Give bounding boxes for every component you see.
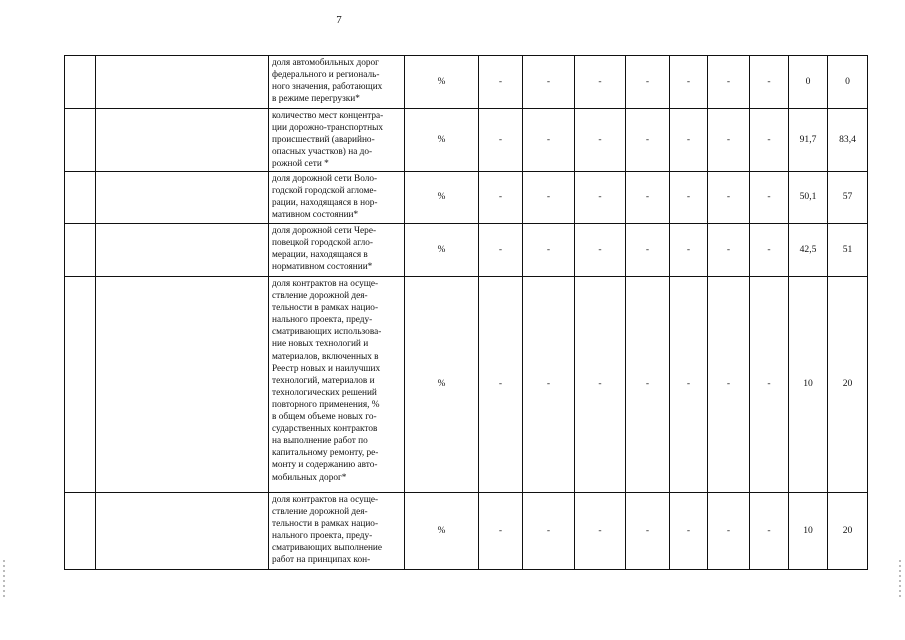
value-cell: - [523,493,575,570]
value-cell: - [575,224,626,277]
value-cell: 20 [828,493,868,570]
value-cell: - [523,56,575,109]
value-cell: - [523,224,575,277]
value-cell: - [708,172,750,224]
table-row [65,277,868,493]
indicator-description: доля контрактов на осуще- ствление дорожной дея- тельности в рамках нацио- нального проекта, преду- сматривающих использова- ние новых технологий и материалов, включенных в Реестр новых и наилучших технологий, материалов и технологических решений повторного применения, % в общем объеме новых го- сударственных контрактов на выполнение работ по капитальному ремонту, ре- монту и содержанию авто- мобильных дорог* [269,277,405,493]
value-cell: - [575,493,626,570]
value-cell: - [523,277,575,493]
unit-cell: % [405,56,479,109]
index-cell [65,109,96,172]
value-cell: - [670,109,708,172]
value-cell: - [750,277,789,493]
value-cell: - [479,172,523,224]
value-cell: - [575,277,626,493]
scan-edge-mark-right [899,560,901,600]
value-cell: - [479,224,523,277]
indicator-description: количество мест концентра- ции дорожно-транспортных происшествий (аварийно- опасных участков) на до- рожной сети * [269,109,405,172]
value-cell: - [626,56,670,109]
program-cell [96,109,269,172]
index-cell [65,224,96,277]
value-cell: - [575,56,626,109]
unit-cell: % [405,493,479,570]
value-cell: - [670,172,708,224]
unit-cell: % [405,277,479,493]
value-cell: - [523,109,575,172]
value-cell: 0 [789,56,828,109]
table-row [65,109,868,172]
value-cell: - [626,172,670,224]
value-cell: 57 [828,172,868,224]
value-cell: - [626,277,670,493]
unit-cell: % [405,109,479,172]
value-cell: - [708,56,750,109]
value-cell: - [479,493,523,570]
value-cell: 51 [828,224,868,277]
program-cell [96,224,269,277]
index-cell [65,493,96,570]
indicator-description: доля автомобильных дорог федерального и региональ- ного значения, работающих в режиме перегрузки* [269,56,405,109]
value-cell: - [479,56,523,109]
table-row [65,56,868,109]
value-cell: - [750,493,789,570]
value-cell: - [708,493,750,570]
page-number: 7 [336,14,342,26]
unit-cell: % [405,172,479,224]
value-cell: - [670,277,708,493]
value-cell: - [708,109,750,172]
index-cell [65,56,96,109]
value-cell: - [626,109,670,172]
value-cell: - [750,172,789,224]
value-cell: - [523,172,575,224]
table-row [65,224,868,277]
value-cell: 42,5 [789,224,828,277]
scan-edge-mark-left [3,560,5,600]
index-cell [65,172,96,224]
value-cell: - [575,109,626,172]
table-row [65,172,868,224]
value-cell: - [708,224,750,277]
value-cell: 10 [789,277,828,493]
program-cell [96,56,269,109]
value-cell: - [708,277,750,493]
value-cell: 50,1 [789,172,828,224]
value-cell: - [626,493,670,570]
value-cell: - [670,493,708,570]
value-cell: - [670,56,708,109]
value-cell: - [670,224,708,277]
indicator-description: доля контрактов на осуще- ствление дорожной дея- тельности в рамках нацио- нального проекта, преду- сматривающих выполнение работ на принципах кон- [269,493,405,570]
indicator-description: доля дорожной сети Чере- повецкой городской агло- мерации, находящаяся в нормативном состоянии* [269,224,405,277]
value-cell: 10 [789,493,828,570]
table-row [65,493,868,570]
program-cell [96,493,269,570]
value-cell: 20 [828,277,868,493]
program-cell [96,277,269,493]
value-cell: 83,4 [828,109,868,172]
program-cell [96,172,269,224]
value-cell: - [750,56,789,109]
unit-cell: % [405,224,479,277]
indicator-table [64,55,868,570]
value-cell: - [479,109,523,172]
value-cell: - [750,109,789,172]
value-cell: - [750,224,789,277]
value-cell: - [575,172,626,224]
indicator-description: доля дорожной сети Воло- годской городской агломе- рации, находящаяся в нор- мативном состоянии* [269,172,405,224]
value-cell: - [626,224,670,277]
index-cell [65,277,96,493]
value-cell: 91,7 [789,109,828,172]
value-cell: 0 [828,56,868,109]
value-cell: - [479,277,523,493]
